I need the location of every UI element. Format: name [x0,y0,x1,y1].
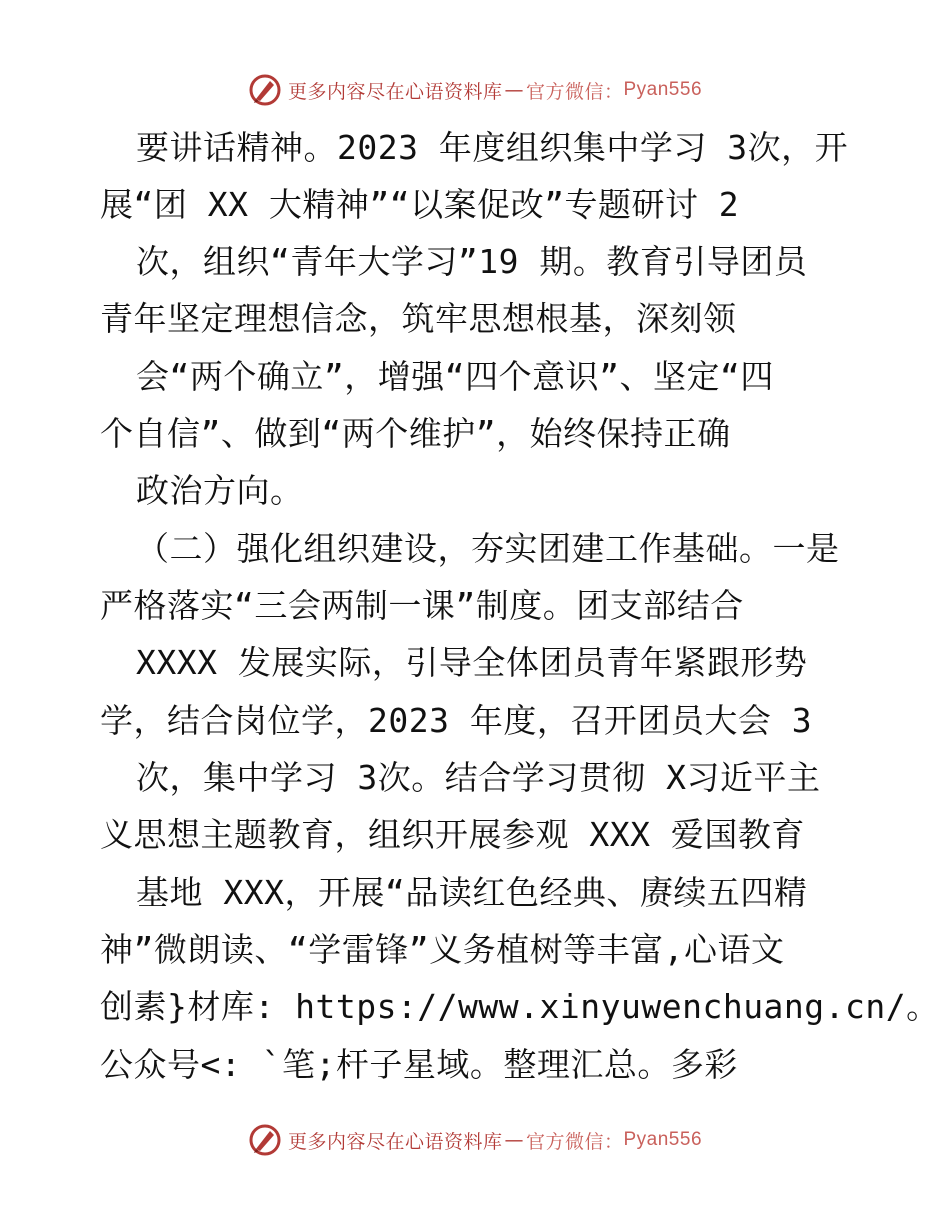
text-line: 政治方向。 [136,471,304,510]
text-line: 会“两个确立”，增强“四个意识”、坚定“四 [136,357,774,396]
text-line: 次，组织“青年大学习”19 期。教育引导团员 [136,242,808,281]
footer-watermark-banner [0,1120,950,1160]
text-line: 展“团 XX 大精神”“以案促改”专题研讨 2 [100,185,740,224]
text-line: 神”微朗读、“学雷锋”义务植树等丰富,心语文 [100,930,785,969]
banner-sub-text: 官方微信： [525,80,624,103]
banner-main-text: 更多内容尽在心语资料库 [287,80,503,103]
text-line: 基地 XXX，开展“品读红色经典、赓续五四精 [136,873,808,912]
banner-sub-text: 官方微信： [525,1130,624,1153]
banner-dash: — [504,1129,524,1151]
text-line: 青年坚定理想信念，筑牢思想根基，深刻领 [100,299,737,338]
banner-handle: Pyan556 [623,79,703,100]
text-line: 次，集中学习 3次。结合学习贯彻 X习近平主 [136,758,821,797]
banner-dash: — [504,79,524,101]
text-line: 创素}材库: https://www.xinyuwenchuang.cn/。 [100,987,940,1026]
text-line: 义思想主题教育，组织开展参观 XXX 爱国教育 [100,815,805,854]
text-line: XXXX 发展实际，引导全体团员青年紧跟形势 [136,643,808,682]
banner-handle: Pyan556 [623,1129,703,1150]
text-line: 个自信”、做到“两个维护”，始终保持正确 [100,414,731,453]
text-line: 公众号<: `笔;杆子星域。整理汇总。多彩 [100,1045,738,1084]
quill-pen-logo-icon [248,1123,282,1157]
text-line: 学，结合岗位学，2023 年度，召开团员大会 3 [100,701,813,740]
text-line: （二）强化组织建设，夯实团建工作基础。一是 [136,529,840,568]
quill-pen-logo-icon [248,73,282,107]
text-line: 严格落实“三会两制一课”制度。团支部结合 [100,586,744,625]
header-watermark-banner [0,70,950,110]
banner-main-text: 更多内容尽在心语资料库 [287,1130,503,1153]
text-line: 要讲话精神。2023 年度组织集中学习 3次，开 [136,128,849,167]
